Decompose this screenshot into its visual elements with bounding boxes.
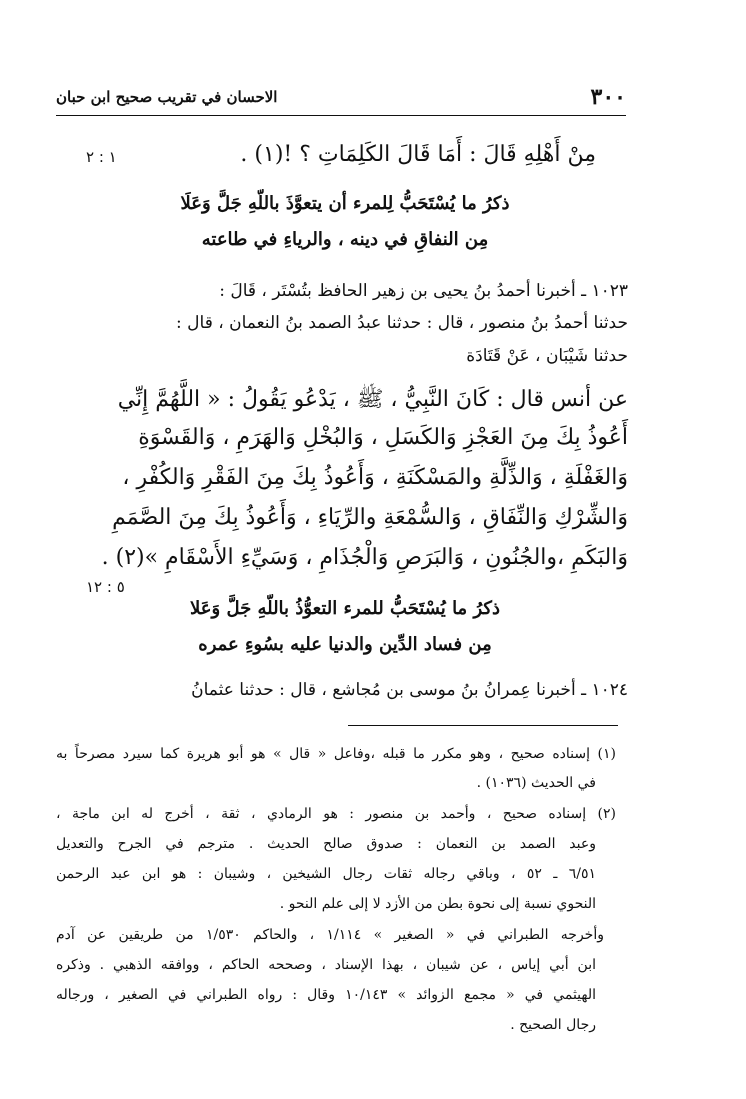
footnote-rule — [348, 725, 618, 726]
hadith-1024-line-1: ١٠٢٤ ـ أخبرنا عِمرانُ بنُ موسى بن مُجاشع ، قال : حدثنا عثمانُ — [191, 680, 628, 700]
footnote-2-line-5: وأخرجه الطبراني في « الصغير » ١/١١٤ ، والحاكم ١/٥٣٠ من طريقين عن آدم — [56, 927, 604, 943]
chapter-heading-2-line-2: مِن فساد الدِّين والدنيا عليه بسُوءِ عمره — [198, 634, 492, 655]
hadith-1023-line-6: وَالغَفْلَةِ ، وَالذِّلَّةِ والمَسْكَنَةِ ، وَأَعُوذُ بِكَ مِنَ الفَقْرِ وَالكُفْرِ ، — [122, 465, 628, 490]
chapter-heading-1-line-1: ذكرُ ما يُسْتَحَبُّ لِلمرء أن يتعوَّذَ باللّهِ جَلَّ وَعَلَا — [180, 193, 510, 214]
hadith-1023-line-8: وَالبَكَمِ ،والجُنُونِ ، وَالبَرَصِ وَالْجُذَامِ ، وَسَيِّءِ الأَسْقَامِ »(٢) . — [101, 545, 628, 570]
footnote-2-line-2: وعبد الصمد بن النعمان : صدوق صالح الحديث . مترجم في الجرح والتعديل — [56, 836, 596, 852]
footnote-2-line-7: الهيثمي في « مجمع الزوائد » ١٠/١٤٣ وقال : رواه الطبراني في الصغير ، ورجاله — [56, 987, 597, 1003]
footnote-1-line-2: في الحديث (١٠٣٦) . — [476, 775, 596, 791]
hadith-1023-line-1: ١٠٢٣ ـ أخبرنا أحمدُ بنُ يحيى بن زهير الحافظ بتُسْتَر ، قَالَ : — [219, 281, 628, 301]
hadith-1023-line-2: حدثنا أحمدُ بنُ منصور ، قال : حدثنا عبدُ الصمد بنُ النعمان ، قال : — [176, 313, 628, 333]
continuation-line: مِنْ أَهْلِهِ قَالَ : أَمَا قَالَ الكَلِمَاتِ ؟ !(١) . — [240, 142, 596, 167]
hadith-1023-line-4: عن أنس قال : كَانَ النَّبِيُّ ، ﷺ ، يَدْعُو يَقُولُ : « اللَّهُمَّ إِنِّي — [117, 387, 628, 412]
chapter-heading-2-line-1: ذكرُ ما يُسْتَحَبُّ للمرء التعوُّذُ باللّهِ جَلَّ وَعَلا — [190, 598, 500, 619]
reference-top: ١ : ٢ — [86, 148, 117, 166]
footnote-2-line-1: (٢) إسناده صحيح ، وأحمد بن منصور : هو الرمادي ، ثقة ، أخرج له ابن ماجة ، — [56, 806, 617, 822]
hadith-1023-line-3: حدثنا شَيْبَان ، عَنْ قَتَادَة — [466, 346, 628, 366]
footnote-2-line-3: ٦/٥١ ـ ٥٢ ، وباقي رجاله ثقات رجال الشيخين ، وشيبان : هو ابن عبد الرحمن — [56, 866, 596, 882]
chapter-heading-1-line-2: مِن النفاقِ في دينه ، والرياءِ في طاعته — [201, 229, 489, 250]
reference-1023: ٥ : ١٢ — [86, 578, 125, 596]
footnote-2-line-6: ابن أبي إياس ، عن شيبان ، بهذا الإسناد ، وصححه الحاكم ، ووافقه الذهبي . وذكره — [56, 957, 596, 973]
footnote-2-line-8: رجال الصحيح . — [510, 1017, 596, 1033]
page-number: ٣٠٠ — [590, 84, 626, 110]
running-header — [56, 84, 626, 112]
hadith-1023-line-7: وَالشِّرْكِ وَالنِّفَاقِ ، وَالسُّمْعَةِ والرِّيَاءِ ، وَأَعُوذُ بِكَ مِنَ الصَّمَمِ — [112, 505, 628, 530]
footnote-1-line-1: (١) إسناده صحيح ، وهو مكرر ما قبله ،وفاعل « قال » هو أبو هريرة كما سيرد مصرحاً به — [56, 746, 616, 762]
footnote-2-line-4: النحوي نسبة إلى نحوة بطن من الأزد لا إلى علم النحو . — [279, 896, 596, 912]
book-title: الاحسان في تقريب صحيح ابن حبان — [56, 88, 278, 106]
hadith-1023-line-5: أَعُوذُ بِكَ مِنَ العَجْزِ وَالكَسَلِ ، وَالبُخْلِ وَالهَرَمِ ، وَالقَسْوَةِ — [138, 425, 628, 450]
header-rule — [56, 115, 626, 116]
